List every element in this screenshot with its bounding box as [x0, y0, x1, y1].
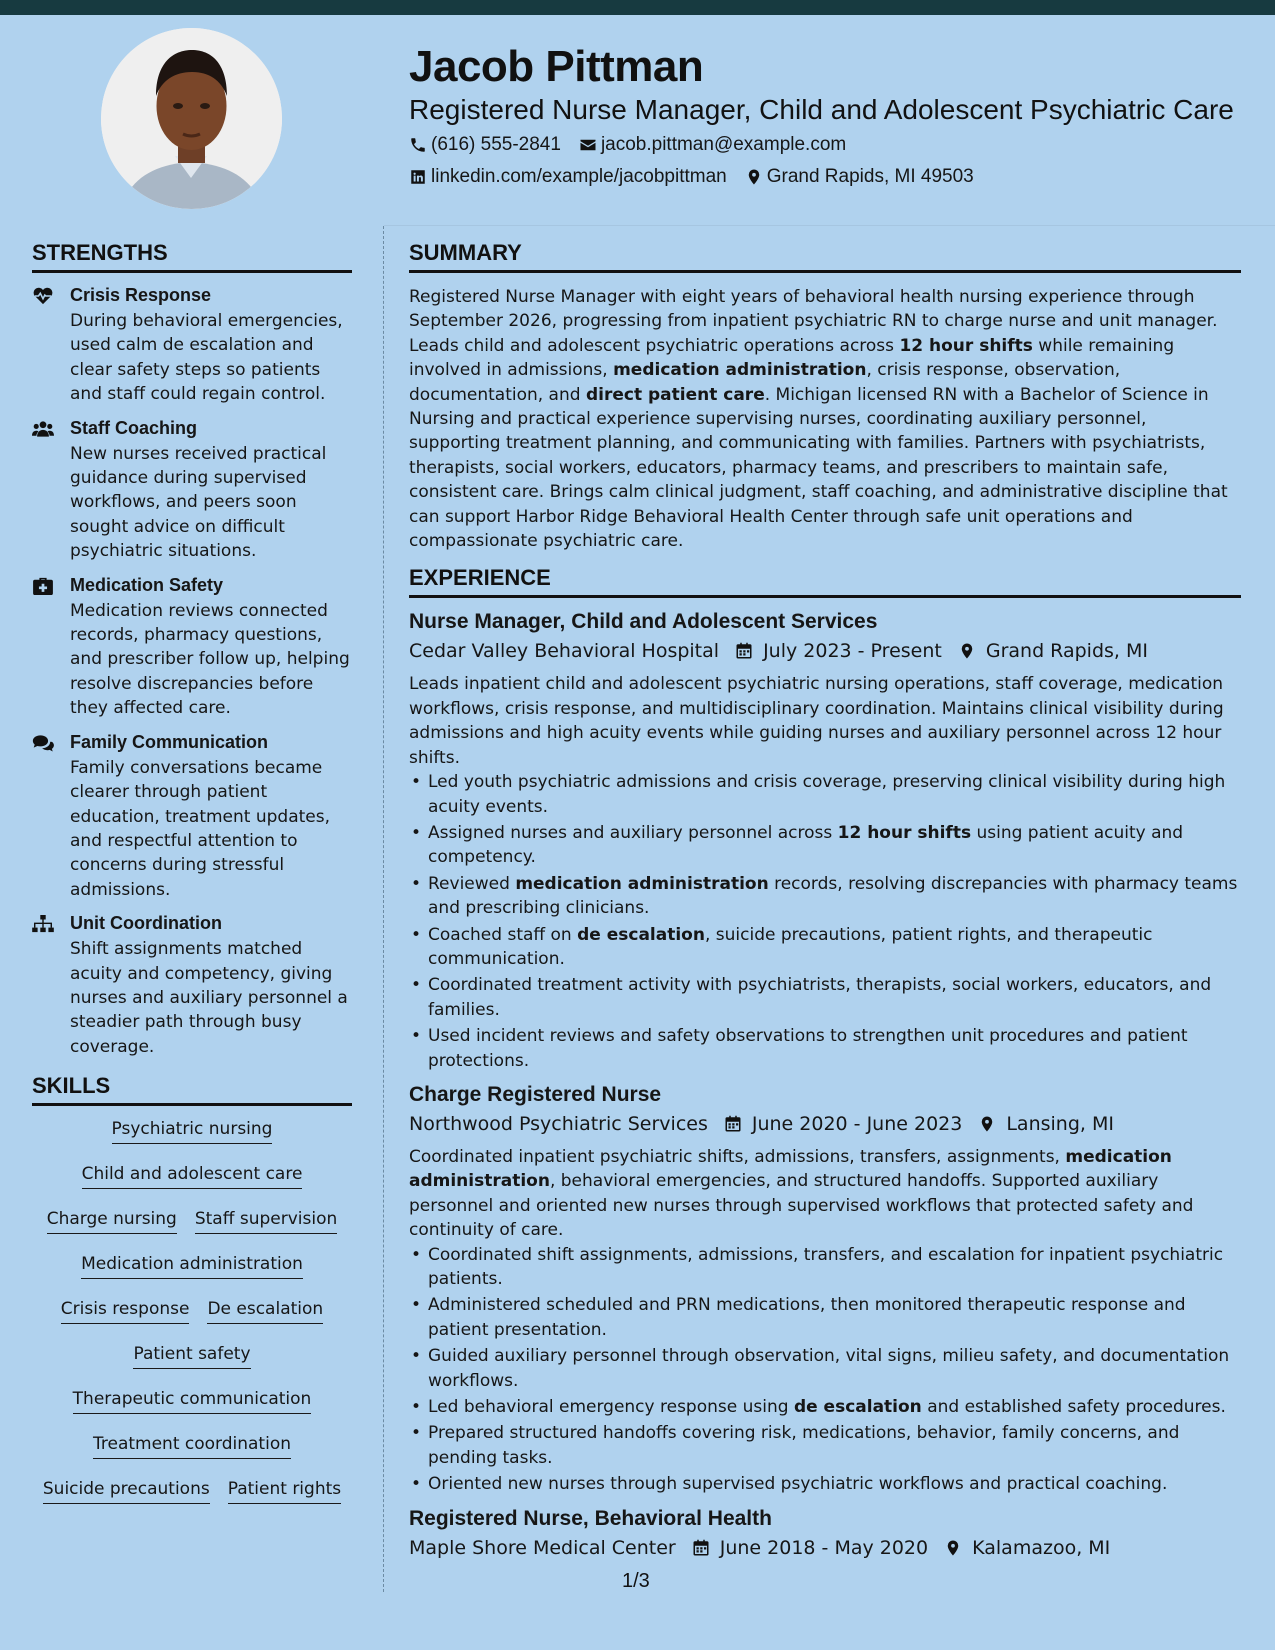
linkedin-text[interactable]: linkedin.com/example/jacobpittman	[431, 166, 727, 187]
location-contact	[745, 166, 974, 188]
strength-description: New nurses received practical guidance during supervised workflows, and peers soon sought advice on difficult psychiatric situations.	[70, 443, 327, 562]
phone-contact	[409, 134, 561, 156]
skill-row	[32, 1208, 352, 1253]
medkit-icon	[32, 575, 70, 721]
skill-tag: Psychiatric nursing	[112, 1118, 273, 1144]
strength-title: Medication Safety	[70, 574, 224, 595]
skill-tag: Therapeutic communication	[73, 1388, 312, 1414]
heartbeat-icon	[32, 285, 70, 407]
job-bullet: • Prepared structured handoffs covering risk, medications, behavior, family concerns, and pending tasks.	[409, 1421, 1241, 1470]
strength-item	[32, 913, 352, 1059]
job-location: Lansing, MI	[1006, 1112, 1114, 1135]
skill-row	[32, 1388, 352, 1433]
skill-row	[32, 1433, 352, 1478]
job-bullet: • Oriented new nurses through supervised psychiatric workflows and practical coaching.	[409, 1472, 1241, 1496]
skill-tag: Treatment coordination	[93, 1433, 291, 1459]
job-meta	[409, 1537, 1241, 1559]
linkedin-icon	[409, 168, 427, 186]
job-bullet: • Used incident reviews and safety observations to strengthen unit procedures and patient protections.	[409, 1024, 1241, 1073]
experience-entry	[409, 610, 1241, 1073]
skill-tag: Medication administration	[81, 1253, 303, 1279]
calendar-icon	[692, 1539, 710, 1557]
experience-list	[409, 610, 1241, 1558]
strength-description: Family conversations became clearer through patient education, treatment updates, and respectful attention to concerns during stressful admissions.	[70, 757, 331, 900]
comments-icon	[32, 732, 70, 902]
job-bullet: • Led youth psychiatric admissions and crisis coverage, preserving clinical visibility during high acuity events.	[409, 770, 1241, 819]
strength-body	[70, 913, 352, 1059]
job-title: Registered Nurse, Behavioral Health	[409, 1506, 772, 1530]
profile-photo	[101, 28, 282, 209]
skill-tag: Suicide precautions	[43, 1478, 210, 1504]
job-description: Coordinated inpatient psychiatric shifts, admissions, transfers, assignments, medication administration, behavioral emergencies, and structured handoffs. Supported auxiliary personnel and oriented new nurses through supervised workflows that protected safety and continuity of care.	[409, 1146, 1194, 1241]
job-location: Kalamazoo, MI	[972, 1536, 1111, 1559]
skill-tag: Charge nursing	[47, 1208, 177, 1234]
strength-description: During behavioral emergencies, used calm de escalation and clear safety steps so patients and staff could regain control.	[70, 311, 343, 405]
summary-heading: SUMMARY	[409, 240, 1241, 273]
summary-text: Registered Nurse Manager with eight years of behavioral health nursing experience through September 2026, progressing from inpatient psychiatric RN to charge nurse and unit manager. Leads child and adolescent psychiatric operations across 12 hour shifts while remaining involved in admissions, medication administration, crisis response, observation, documentation, and direct patient care. Michigan licensed RN with a Bachelor of Science in Nursing and practical experience supervising nurses, coordinating auxiliary personnel, supporting treatment planning, and communicating with families. Partners with psychiatrists, therapists, social workers, educators, pharmacy teams, and prescribers to maintain safe, consistent care. Brings calm clinical judgment, staff coaching, and administrative discipline that can support Harbor Ridge Behavioral Health Center through safe unit operations and compassionate psychiatric care.	[409, 287, 1228, 552]
strength-body	[70, 575, 352, 721]
job-bullet: • Assigned nurses and auxiliary personnel across 12 hour shifts using patient acuity and competency.	[409, 821, 1241, 870]
job-employer: Northwood Psychiatric Services	[409, 1112, 708, 1135]
skills-list	[32, 1118, 352, 1523]
strength-item	[32, 732, 352, 902]
skill-tag: Patient rights	[228, 1478, 341, 1504]
skill-tag: Staff supervision	[195, 1208, 337, 1234]
job-title: Nurse Manager, Child and Adolescent Services	[409, 610, 878, 634]
job-location: Grand Rapids, MI	[985, 640, 1148, 663]
candidate-headline: Registered Nurse Manager, Child and Adolescent Psychiatric Care	[409, 94, 1234, 125]
left-column	[32, 240, 352, 1523]
job-bullet: • Coached staff on de escalation, suicide precautions, patient rights, and therapeutic communication.	[409, 923, 1241, 972]
email-text[interactable]: jacob.pittman@example.com	[600, 134, 847, 155]
job-employer: Maple Shore Medical Center	[409, 1536, 676, 1559]
skill-tag: Child and adolescent care	[82, 1163, 303, 1189]
job-meta	[409, 640, 1241, 662]
skill-tag: De escalation	[207, 1298, 323, 1324]
strength-item	[32, 285, 352, 407]
strength-title: Unit Coordination	[70, 913, 222, 934]
experience-entry	[409, 1507, 1241, 1559]
users-icon	[32, 418, 70, 564]
skills-heading: SKILLS	[32, 1073, 352, 1106]
skill-tag: Patient safety	[133, 1343, 250, 1369]
job-bullet: • Reviewed medication administration records, resolving discrepancies with pharmacy teams and prescribing clinicians.	[409, 872, 1241, 921]
skill-row	[32, 1253, 352, 1298]
job-dates: July 2023 - Present	[763, 640, 942, 663]
location-text: Grand Rapids, MI 49503	[766, 166, 974, 187]
portrait-image	[101, 28, 282, 209]
contact-row-primary	[409, 134, 864, 156]
strength-description: Shift assignments matched acuity and competency, giving nurses and auxiliary personnel a steadier path through busy coverage.	[70, 939, 348, 1057]
skill-tag: Crisis response	[61, 1298, 190, 1324]
job-meta	[409, 1113, 1241, 1135]
phone-text: (616) 555-2841	[431, 134, 561, 155]
page-indicator: 1/3	[622, 1570, 650, 1592]
calendar-icon	[724, 1115, 742, 1133]
candidate-name: Jacob Pittman	[409, 42, 704, 91]
linkedin-contact[interactable]	[409, 166, 727, 188]
strength-body	[70, 285, 352, 407]
job-bullet: • Coordinated treatment activity with psychiatrists, therapists, social workers, educators, and families.	[409, 973, 1241, 1022]
map-pin-icon	[944, 1539, 962, 1557]
job-bullets	[409, 1243, 1241, 1497]
job-bullets	[409, 770, 1241, 1073]
job-bullet: • Administered scheduled and PRN medications, then monitored therapeutic response and patient presentation.	[409, 1293, 1241, 1342]
column-divider	[383, 226, 384, 1592]
strength-body	[70, 732, 352, 902]
header-divider	[384, 225, 1275, 226]
skill-row	[32, 1298, 352, 1343]
skill-row	[32, 1478, 352, 1523]
strength-body	[70, 418, 352, 564]
job-title: Charge Registered Nurse	[409, 1082, 662, 1106]
skill-row	[32, 1163, 352, 1208]
job-dates: June 2018 - May 2020	[719, 1536, 929, 1559]
contact-row-secondary	[409, 166, 992, 188]
strength-description: Medication reviews connected records, pharmacy questions, and prescriber follow up, helping resolve discrepancies before they affected care.	[70, 600, 350, 719]
map-pin-icon	[745, 168, 763, 186]
strength-title: Staff Coaching	[70, 417, 198, 438]
map-pin-icon	[978, 1115, 996, 1133]
job-description: Leads inpatient child and adolescent psychiatric nursing operations, staff coverage, medication workflows, crisis response, and multidisciplinary coordination. Maintains clinical visibility during admissions and high acuity events while guiding nurses and auxiliary personnel across 12 hour shifts.	[409, 674, 1224, 768]
strength-title: Family Communication	[70, 731, 269, 752]
calendar-icon	[735, 642, 753, 660]
envelope-icon	[579, 136, 597, 154]
job-bullet: • Led behavioral emergency response using de escalation and established safety procedures.	[409, 1395, 1241, 1419]
job-employer: Cedar Valley Behavioral Hospital	[409, 640, 720, 663]
email-contact[interactable]	[579, 134, 846, 156]
strength-title: Crisis Response	[70, 285, 212, 305]
phone-icon	[409, 136, 427, 154]
skill-row	[32, 1343, 352, 1388]
job-bullet: • Guided auxiliary personnel through observation, vital signs, milieu safety, and documentation workflows.	[409, 1344, 1241, 1393]
skill-row	[32, 1118, 352, 1163]
strength-item	[32, 418, 352, 564]
right-column	[409, 240, 1241, 1569]
strengths-heading: STRENGTHS	[32, 240, 352, 273]
experience-heading: EXPERIENCE	[409, 565, 1241, 598]
job-dates: June 2020 - June 2023	[751, 1112, 963, 1135]
sitemap-icon	[32, 913, 70, 1059]
strengths-list	[32, 285, 352, 1059]
job-bullet: • Coordinated shift assignments, admissions, transfers, and escalation for inpatient psychiatric patients.	[409, 1243, 1241, 1292]
top-accent-bar	[0, 0, 1275, 15]
strength-item	[32, 575, 352, 721]
map-pin-icon	[958, 642, 976, 660]
experience-entry	[409, 1083, 1241, 1497]
